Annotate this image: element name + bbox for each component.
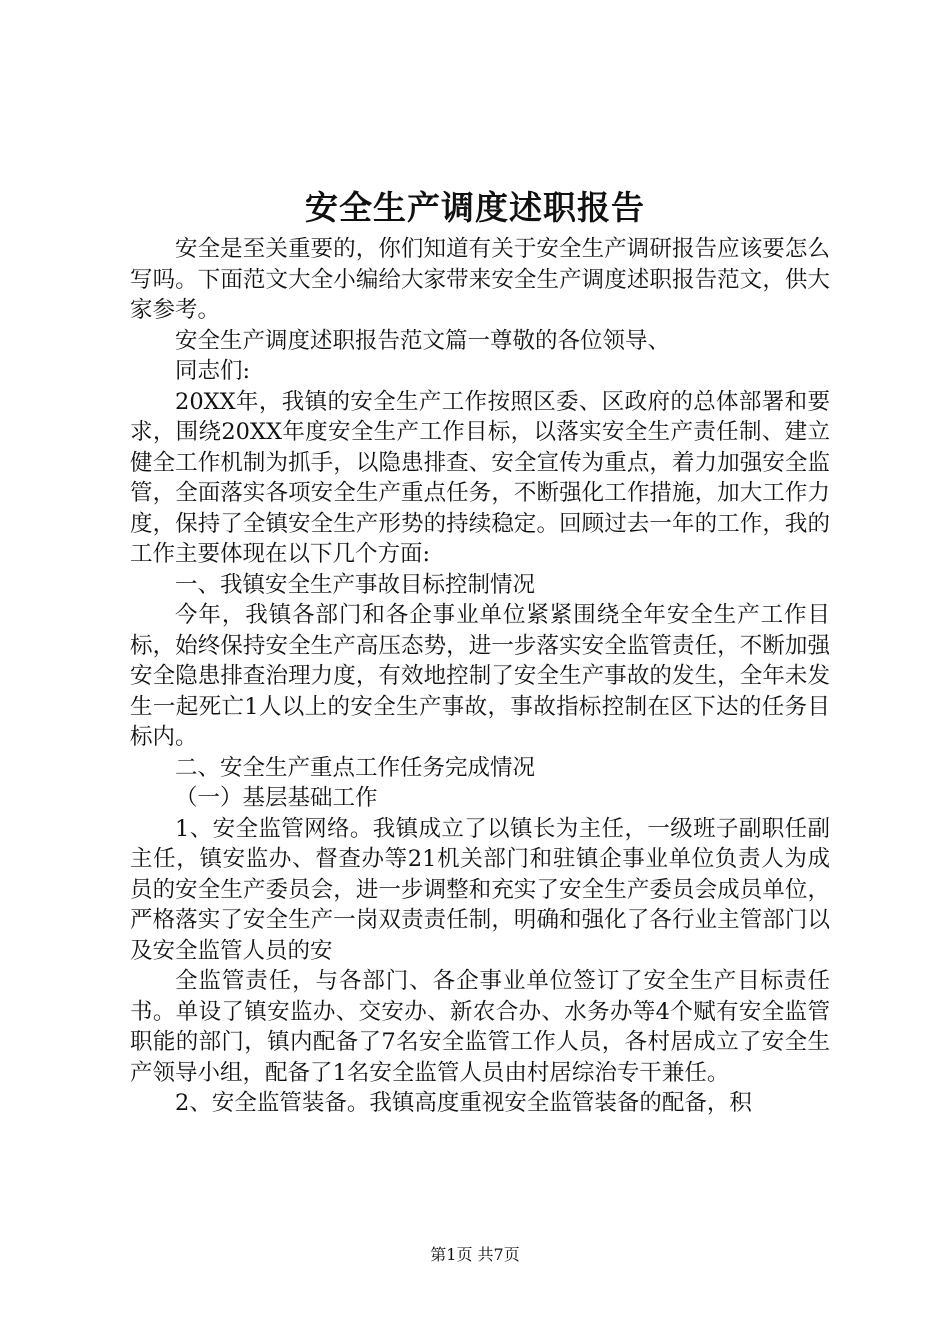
paragraph-item-2: 2、安全监管装备。我镇高度重视安全监管装备的配备，积 <box>175 1090 752 1116</box>
document-body <box>130 234 830 1119</box>
paragraph-summary: 20XX年，我镇的安全生产工作按照区委、区政府的总体部署和要求，围绕20XX年度安全生产工作目标，以落实安全生产责任制、建立健全工作机制为抓手，以隐患排查、安全宣传为重点，着力加强安全监管，全面落实各项安全生产重点任务，不断强化工作措施，加大工作力度，保持了全镇安全生产形势的持续稳定。回顾过去一年的工作，我的工作主要体现在以下几个方面: <box>130 388 830 567</box>
page-title: 安全生产调度述职报告 <box>305 188 645 227</box>
paragraph-heading-salutation: 安全生产调度述职报告范文篇一尊敬的各位领导、 <box>175 327 671 354</box>
subsection-heading-1: （一）基层基础工作 <box>175 785 378 811</box>
paragraph-salutation: 同志们: <box>175 358 251 384</box>
paragraph-item-1: 1、安全监管网络。我镇成立了以镇长为主任，一级班子副职任副主任，镇安监办、督查办等21机关部门和驻镇企事业单位负责人为成员的安全生产委员会，进一步调整和充实了安全生产委员会成员单位，严格落实了安全生产一岗双责责任制，明确和强化了各行业主管部门以及安全监管人员的安 <box>130 815 830 964</box>
paragraph-section-1: 今年，我镇各部门和各企事业单位紧紧围绕全年安全生产工作目标，始终保持安全生产高压态势，进一步落实安全监管责任，不断加强安全隐患排查治理力度，有效地控制了安全生产事故的发生，全年未发生一起死亡1人以上的安全生产事故，事故指标控制在区下达的任务目标内。 <box>130 602 830 750</box>
paragraph-item-1-cont: 全监管责任，与各部门、各企事业单位签订了安全生产目标责任书。单设了镇安监办、交安办、新农合办、水务办等4个赋有安全监管职能的部门，镇内配备了7名安全监管工作人员，各村居成立了安全生产领导小组，配备了1名安全监管人员由村居综治专干兼任。 <box>130 968 830 1086</box>
page-footer: 第1页 共7页 <box>430 1245 520 1264</box>
section-heading-2: 二、安全生产重点工作任务完成情况 <box>175 754 536 781</box>
section-heading-1: 一、我镇安全生产事故目标控制情况 <box>175 571 536 598</box>
paragraph-intro: 安全是至关重要的，你们知道有关于安全生产调研报告应该要怎么写吗。下面范文大全小编给大家带来安全生产调度述职报告范文，供大家参考。 <box>130 236 830 323</box>
